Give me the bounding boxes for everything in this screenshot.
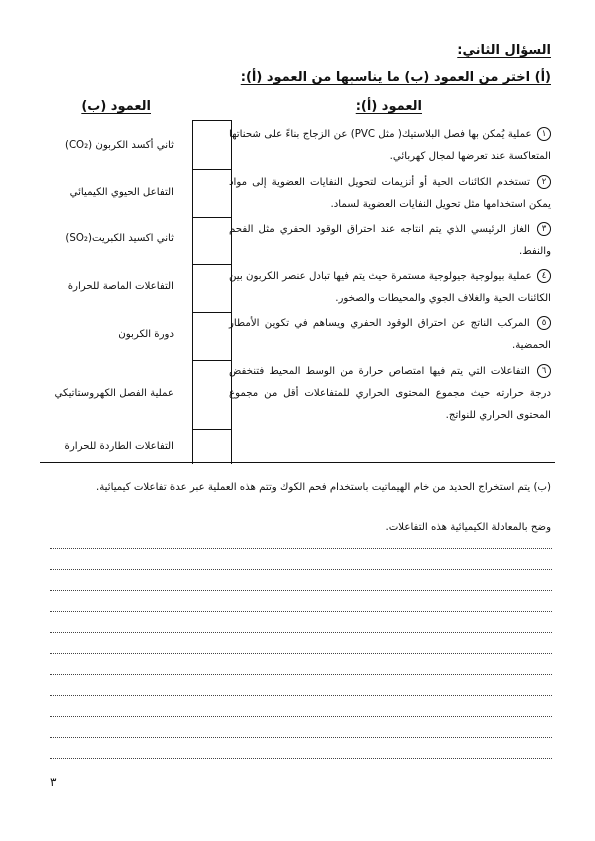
column-b-header: العمود (ب) [81, 99, 151, 114]
item-number-badge: ٣ [537, 222, 551, 236]
answer-box[interactable] [193, 265, 231, 313]
item-number-badge: ٤ [537, 269, 551, 283]
section-divider [40, 462, 555, 463]
answer-line[interactable] [50, 632, 552, 633]
column-a-item [229, 219, 551, 263]
answer-line[interactable] [50, 737, 552, 738]
item-text: تستخدم الكائنات الحية أو أنزيمات لتحويل النفايات العضوية إلى مواد يمكن استخدامها مثل تحويل النفايات العضوية لسماد. [229, 177, 551, 210]
answer-line[interactable] [50, 548, 552, 549]
part-b-question: (ب) يتم استخراج الحديد من خام الهيماتيت باستخدام فحم الكوك وتتم هذه العملية عبر عدة تفاعلات كيميائية. [95, 482, 551, 493]
column-a-item [229, 266, 551, 310]
answer-line[interactable] [50, 590, 552, 591]
column-a-item [229, 172, 551, 216]
part-b-instruction: وضح بالمعادلة الكيميائية هذه التفاعلات. [385, 522, 551, 533]
answer-box-column [192, 120, 232, 464]
answer-box[interactable] [193, 218, 231, 265]
column-a-item [229, 313, 551, 357]
answer-box[interactable] [193, 361, 231, 430]
column-b-item: ثاني اكسيد الكبريت(SO₂) [65, 233, 174, 244]
answer-line[interactable] [50, 674, 552, 675]
answer-line[interactable] [50, 716, 552, 717]
answer-line[interactable] [50, 653, 552, 654]
answer-line[interactable] [50, 569, 552, 570]
item-text: المركب الناتج عن احتراق الوقود الحفري ويساهم في تكوين الأمطار الحمضية. [229, 318, 551, 351]
answer-box[interactable] [193, 313, 231, 361]
item-number-badge: ٦ [537, 364, 551, 378]
item-number-badge: ١ [537, 127, 551, 141]
column-b-item: التفاعلات الطاردة للحرارة [64, 441, 174, 452]
answer-line[interactable] [50, 695, 552, 696]
column-b-item: ثاني أكسد الكربون (CO₂) [64, 140, 174, 151]
answer-line[interactable] [50, 758, 552, 759]
question-title: السؤال الثاني: [457, 43, 551, 58]
column-b-item: التفاعلات الماصة للحرارة [67, 281, 174, 292]
column-b-item: عملية الفصل الكهروستاتيكي [54, 388, 174, 399]
answer-box[interactable] [193, 430, 231, 464]
answer-box[interactable] [193, 121, 231, 170]
item-number-badge: ٥ [537, 316, 551, 330]
column-b-item: التفاعل الحيوي الكيميائي [69, 187, 174, 198]
page-number: ٣ [50, 775, 57, 789]
column-a-header: العمود (أ): [355, 99, 422, 114]
item-text: التفاعلات التي يتم فيها امتصاص حرارة من الوسط المحيط فتنخفض درجة حرارته حيث مجموع المحتوى الحراري للمتفاعلات أقل من مجموع المحتوى الحراري للنواتج. [229, 366, 551, 421]
item-text: عملية يُمكن بها فصل البلاستيك( مثل PVC) عن الزجاج بناءً على شحناتها المتعاكسة عند تعرضها لمجال كهربائي. [229, 129, 551, 162]
item-number-badge: ٢ [537, 175, 551, 189]
item-text: الغاز الرئيسي الذي يتم انتاجه عند احتراق الوقود الحفري مثل الفحم والنفط. [229, 224, 551, 257]
column-a-item [229, 124, 551, 168]
part-a-title: (أ) اختر من العمود (ب) ما يناسبها من العمود (أ): [240, 70, 551, 85]
answer-line[interactable] [50, 611, 552, 612]
column-b-item: دورة الكربون [118, 329, 174, 340]
column-a-item [229, 361, 551, 427]
answer-box[interactable] [193, 170, 231, 218]
item-text: عملية بيولوجية جيولوجية مستمرة حيث يتم فيها تبادل عنصر الكربون بين الكائنات الحية والغلاف الجوي والمحيطات والصخور. [229, 271, 551, 304]
